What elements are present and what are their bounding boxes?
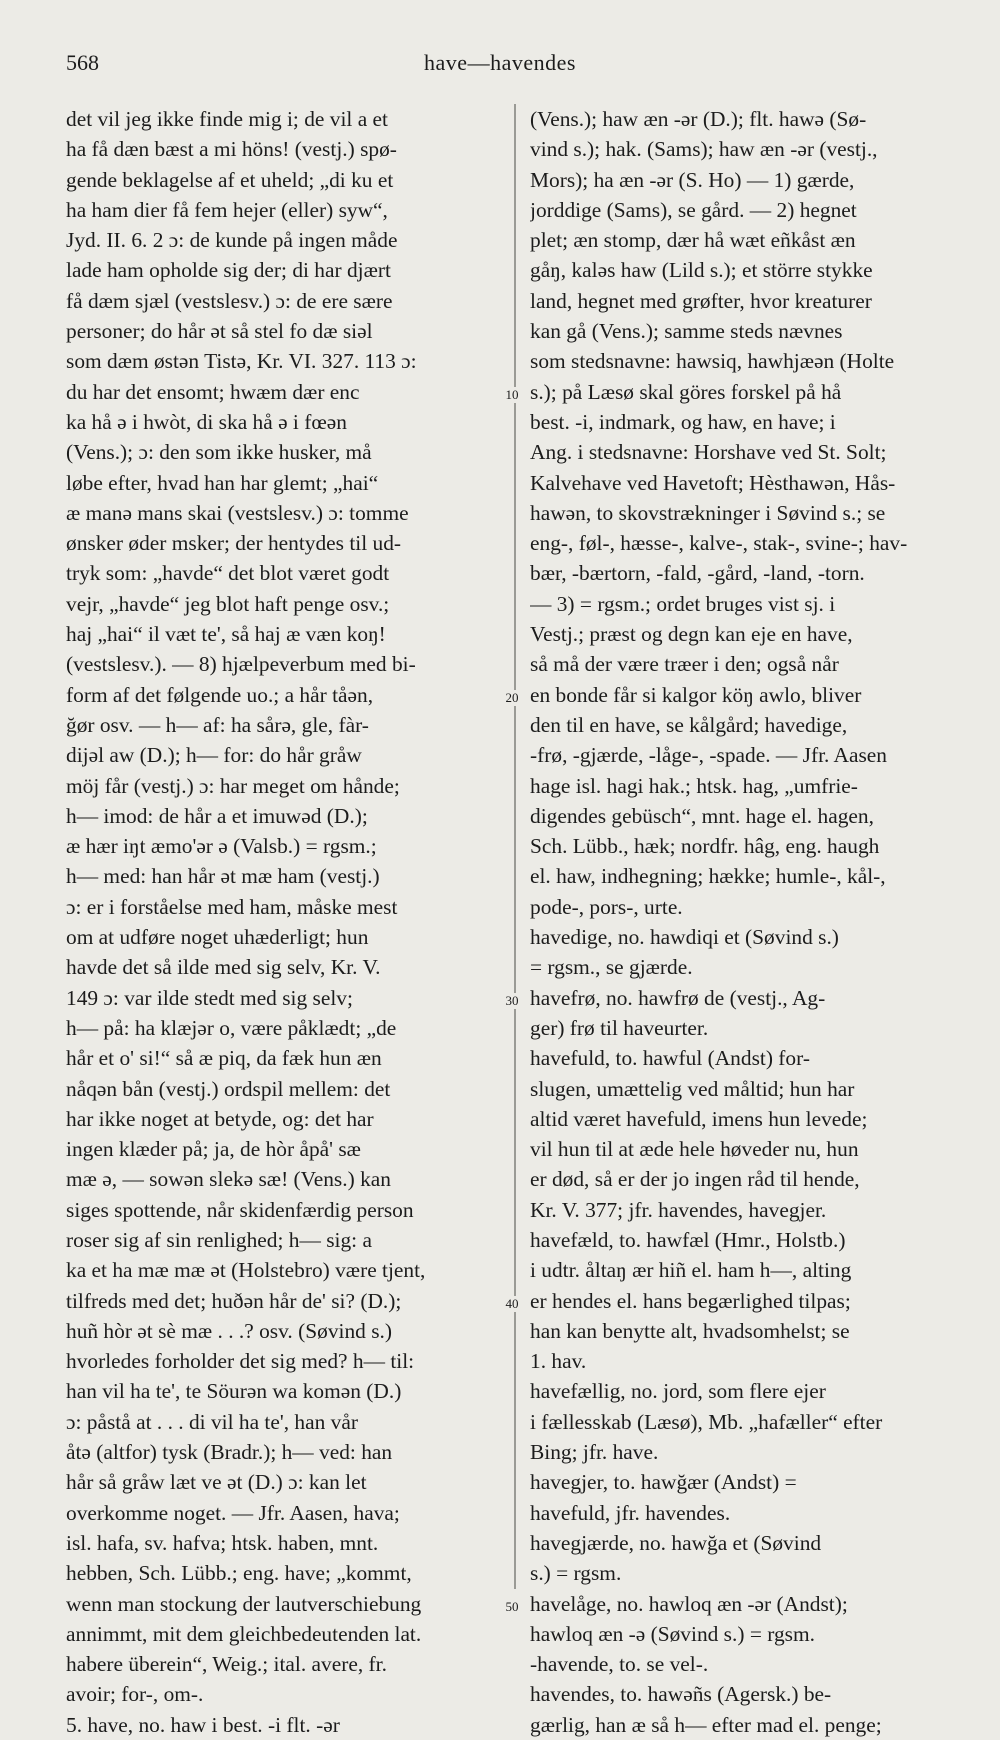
text-line: huñ hòr ət sè mæ . . .? osv. (Søvind s.): [66, 1318, 392, 1343]
text-line: Sch. Lübb., hæk; nordfr. hâg, eng. haugh: [530, 834, 880, 859]
line-number-50: 50: [498, 1599, 526, 1615]
text-line: haj „hai“ il væt te', så haj æ væn koŋ!: [66, 622, 386, 647]
text-line: h— på: ha klæjər o, være påklædt; „de: [66, 1015, 397, 1040]
text-line: havefuld, jfr. havendes.: [530, 1500, 731, 1525]
text-line: annimmt, mit dem gleichbedeutenden lat.: [66, 1621, 422, 1646]
text-line: nåqən bån (vestj.) ordspil mellem: det: [66, 1076, 391, 1101]
text-line: (Vens.); ɔ: den som ikke husker, må: [66, 440, 372, 465]
line-number-40: 40: [498, 1296, 526, 1312]
page-header: [66, 50, 934, 84]
text-line: havefuld, to. hawful (Andst) for-: [530, 1046, 810, 1071]
text-line: havde det så ilde med sig selv, Kr. V.: [66, 955, 381, 980]
text-line: (vestslesv.). — 8) hjælpeverbum med bi-: [66, 652, 416, 677]
text-line: en bonde får si kalgor köŋ awlo, bliver: [530, 682, 862, 707]
text-line: hebben, Sch. Lübb.; eng. have; „kommt,: [66, 1561, 412, 1586]
text-line: løbe efter, hvad han har glemt; „hai“: [66, 470, 379, 495]
text-line: h— med: han hår ət mæ ham (vestj.): [66, 864, 380, 889]
text-line: siges spottende, når skidenfærdig person: [66, 1197, 414, 1222]
text-line: havendes, to. hawəñs (Agersk.) be-: [530, 1682, 832, 1707]
text-line: 1. hav.: [530, 1349, 587, 1374]
text-line: el. haw, indhegning; hække; humle-, kål-,: [530, 864, 886, 889]
text-line: han kan benytte alt, hvadsomhelst; se: [530, 1318, 850, 1343]
text-line: havefrø, no. hawfrø de (vestj., Ag-: [530, 985, 826, 1010]
text-line: gærlig, han æ så h— efter mad el. penge;: [530, 1712, 882, 1737]
text-line: æ hær iŋt æmo'ər ə (Valsb.) = rgsm.;: [66, 834, 377, 859]
text-line: ha ham dier få fem hejer (eller) syw“,: [66, 197, 388, 222]
text-line: Ang. i stedsnavne: Horshave ved St. Solt;: [530, 440, 887, 465]
text-line: avoir; for-, om-.: [66, 1682, 204, 1707]
text-line: möj får (vestj.) ɔ: har meget om hånde;: [66, 773, 400, 798]
text-line: er død, så er der jo ingen råd til hende,: [530, 1167, 860, 1192]
text-line: hawən, to skovstrækninger i Søvind s.; se: [530, 500, 886, 525]
text-line: Bing; jfr. have.: [530, 1440, 659, 1465]
text-line: så må der være træer i den; også når: [530, 652, 839, 677]
text-line: som stedsnavne: hawsiq, hawhjæən (Holte: [530, 349, 895, 374]
line-number-30: 30: [498, 993, 526, 1009]
text-line: ønsker øder msker; der hentydes til ud-: [66, 531, 402, 556]
text-line: h— imod: de hår a et imuwəd (D.);: [66, 803, 368, 828]
text-line: i udtr. åltaŋ ær hiñ el. ham h—, alting: [530, 1258, 852, 1283]
text-line: s.); på Læsø skal göres forskel på hå: [530, 379, 842, 404]
text-line: ha få dæn bæst a mi höns! (vestj.) spø-: [66, 137, 397, 162]
text-line: s.) = rgsm.: [530, 1561, 622, 1586]
text-line: som dæm østən Tistə, Kr. VI. 327. 113 ɔ:: [66, 349, 417, 374]
text-line: wenn man stockung der lautverschiebung: [66, 1591, 422, 1616]
text-line: -havende, to. se vel-.: [530, 1652, 709, 1677]
text-line: digendes gebüsch“, mnt. hage el. hagen,: [530, 803, 874, 828]
text-line: dijəl aw (D.); h— for: do hår gråw: [66, 743, 362, 768]
text-line: 5. have, no. haw i best. -i flt. -ər: [66, 1712, 340, 1737]
line-number-10: 10: [498, 387, 526, 403]
text-line: vind s.); hak. (Sams); haw æn -ər (vestj.,: [530, 137, 878, 162]
text-line: ɔ: påstå at . . . di vil ha te', han vår: [66, 1409, 358, 1434]
text-line: overkomme noget. — Jfr. Aasen, hava;: [66, 1500, 400, 1525]
text-line: den til en have, se kålgård; havedige,: [530, 712, 848, 737]
text-line: Jyd. II. 6. 2 ɔ: de kunde på ingen måde: [66, 228, 398, 253]
text-line: lade ham opholde sig der; di har djært: [66, 258, 391, 283]
running-head: have—havendes: [424, 50, 576, 75]
text-line: personer; do hår ət så stel fo dæ siəl: [66, 319, 373, 344]
text-line: 149 ɔ: var ilde stedt med sig selv;: [66, 985, 353, 1010]
text-line: altid været havefuld, imens hun levede;: [530, 1106, 868, 1131]
text-line: — 3) = rgsm.; ordet bruges vist sj. i: [530, 591, 836, 616]
right-column: [530, 104, 966, 1740]
column-divider: [514, 104, 516, 1589]
text-line: kan gå (Vens.); samme steds nævnes: [530, 319, 843, 344]
text-line: roser sig af sin renlighed; h— sig: a: [66, 1227, 372, 1252]
text-line: ingen klæder på; ja, de hòr åpå' sæ: [66, 1137, 361, 1162]
text-line: ka hå ə i hwòt, di ska hå ə i fœən: [66, 409, 347, 434]
left-column: [66, 104, 506, 1740]
text-line: vejr, „havde“ jeg blot haft penge osv.;: [66, 591, 390, 616]
text-line: det vil jeg ikke finde mig i; de vil a et: [66, 107, 388, 131]
text-line: er hendes el. hans begærlighed tilpas;: [530, 1288, 851, 1313]
text-line: Kr. V. 377; jfr. havendes, havegjer.: [530, 1197, 827, 1222]
text-line: gåŋ, kaləs haw (Lild s.); et större stykke: [530, 258, 873, 283]
text-line: form af det følgende uo.; a hår tåən,: [66, 682, 374, 707]
text-line: ğør osv. — h— af: ha sårə, gle, fàr-: [66, 712, 369, 737]
text-line: tilfreds med det; huðən hår de' si? (D.);: [66, 1288, 402, 1313]
text-line: havefæld, to. hawfæl (Hmr., Holstb.): [530, 1227, 846, 1252]
text-line: ɔ: er i forståelse med ham, måske mest: [66, 894, 398, 919]
line-number-20: 20: [498, 690, 526, 706]
text-line: åtə (altfor) tysk (Bradr.); h— ved: han: [66, 1440, 393, 1465]
text-line: isl. hafa, sv. hafva; htsk. haben, mnt.: [66, 1530, 379, 1555]
text-line: pode-, pors-, urte.: [530, 894, 683, 919]
page-number: 568: [66, 50, 99, 75]
text-line: ka et ha mæ mæ ət (Holstebro) være tjent,: [66, 1258, 426, 1283]
text-line: vil hun til at æde hele høveder nu, hun: [530, 1137, 859, 1162]
text-line: plet; æn stomp, dær hå wæt eñkåst æn: [530, 228, 856, 253]
text-line: har ikke noget at betyde, og: det har: [66, 1106, 374, 1131]
text-line: om at udføre noget uhæderligt; hun: [66, 925, 369, 950]
text-line: havelåge, no. hawloq æn -ər (Andst);: [530, 1591, 848, 1616]
text-line: havedige, no. hawdiqi et (Søvind s.): [530, 925, 839, 950]
text-line: hvorledes forholder det sig med? h— til:: [66, 1349, 415, 1374]
text-line: Kalvehave ved Havetoft; Hèsthawən, Hås-: [530, 470, 896, 495]
text-line: ger) frø til haveurter.: [530, 1015, 709, 1040]
text-line: hawloq æn -ə (Søvind s.) = rgsm.: [530, 1621, 815, 1646]
text-line: få dæm sjæl (vestslesv.) ɔ: de ere sære: [66, 288, 393, 313]
text-line: hår så gråw læt ve ət (D.) ɔ: kan let: [66, 1470, 367, 1495]
text-line: gende beklagelse af et uheld; „di ku et: [66, 167, 394, 192]
text-line: (Vens.); haw æn -ər (D.); flt. hawə (Sø-: [530, 107, 867, 131]
text-line: i fællesskab (Læsø), Mb. „hafæller“ efter: [530, 1409, 883, 1434]
text-line: hår et o' si!“ så æ piq, da fæk hun æn: [66, 1046, 382, 1071]
text-line: havegjærde, no. hawğa et (Søvind: [530, 1530, 822, 1555]
text-line: Mors); ha æn -ər (S. Ho) — 1) gærde,: [530, 167, 855, 192]
text-line: = rgsm., se gjærde.: [530, 955, 693, 980]
text-line: jorddige (Sams), se gård. — 2) hegnet: [530, 197, 857, 222]
text-line: havegjer, to. hawğær (Andst) =: [530, 1470, 797, 1495]
text-line: habere überein“, Weig.; ital. avere, fr.: [66, 1652, 387, 1677]
text-line: Vestj.; præst og degn kan eje en have,: [530, 622, 853, 647]
text-line: havefællig, no. jord, som flere ejer: [530, 1379, 826, 1404]
text-line: bær, -bærtorn, -fald, -gård, -land, -torn.: [530, 561, 865, 586]
text-line: du har det ensomt; hwæm dær enc: [66, 379, 360, 404]
text-line: han vil ha te', te Söurən wa komən (D.): [66, 1379, 402, 1404]
text-line: best. -i, indmark, og haw, en have; i: [530, 409, 836, 434]
text-line: tryk som: „havde“ det blot været godt: [66, 561, 390, 586]
text-line: slugen, umættelig ved måltid; hun har: [530, 1076, 855, 1101]
text-line: æ manə mans skai (vestslesv.) ɔ: tomme: [66, 500, 409, 525]
text-line: land, hegnet med grøfter, hvor kreaturer: [530, 288, 872, 313]
text-line: hage isl. hagi hak.; htsk. hag, „umfrie-: [530, 773, 858, 798]
text-line: -frø, -gjærde, -låge-, -spade. — Jfr. Aasen: [530, 743, 887, 768]
text-line: eng-, føl-, hæsse-, kalve-, stak-, svine-; hav-: [530, 531, 908, 556]
text-line: mæ ə, — sowən slekə sæ! (Vens.) kan: [66, 1167, 391, 1192]
